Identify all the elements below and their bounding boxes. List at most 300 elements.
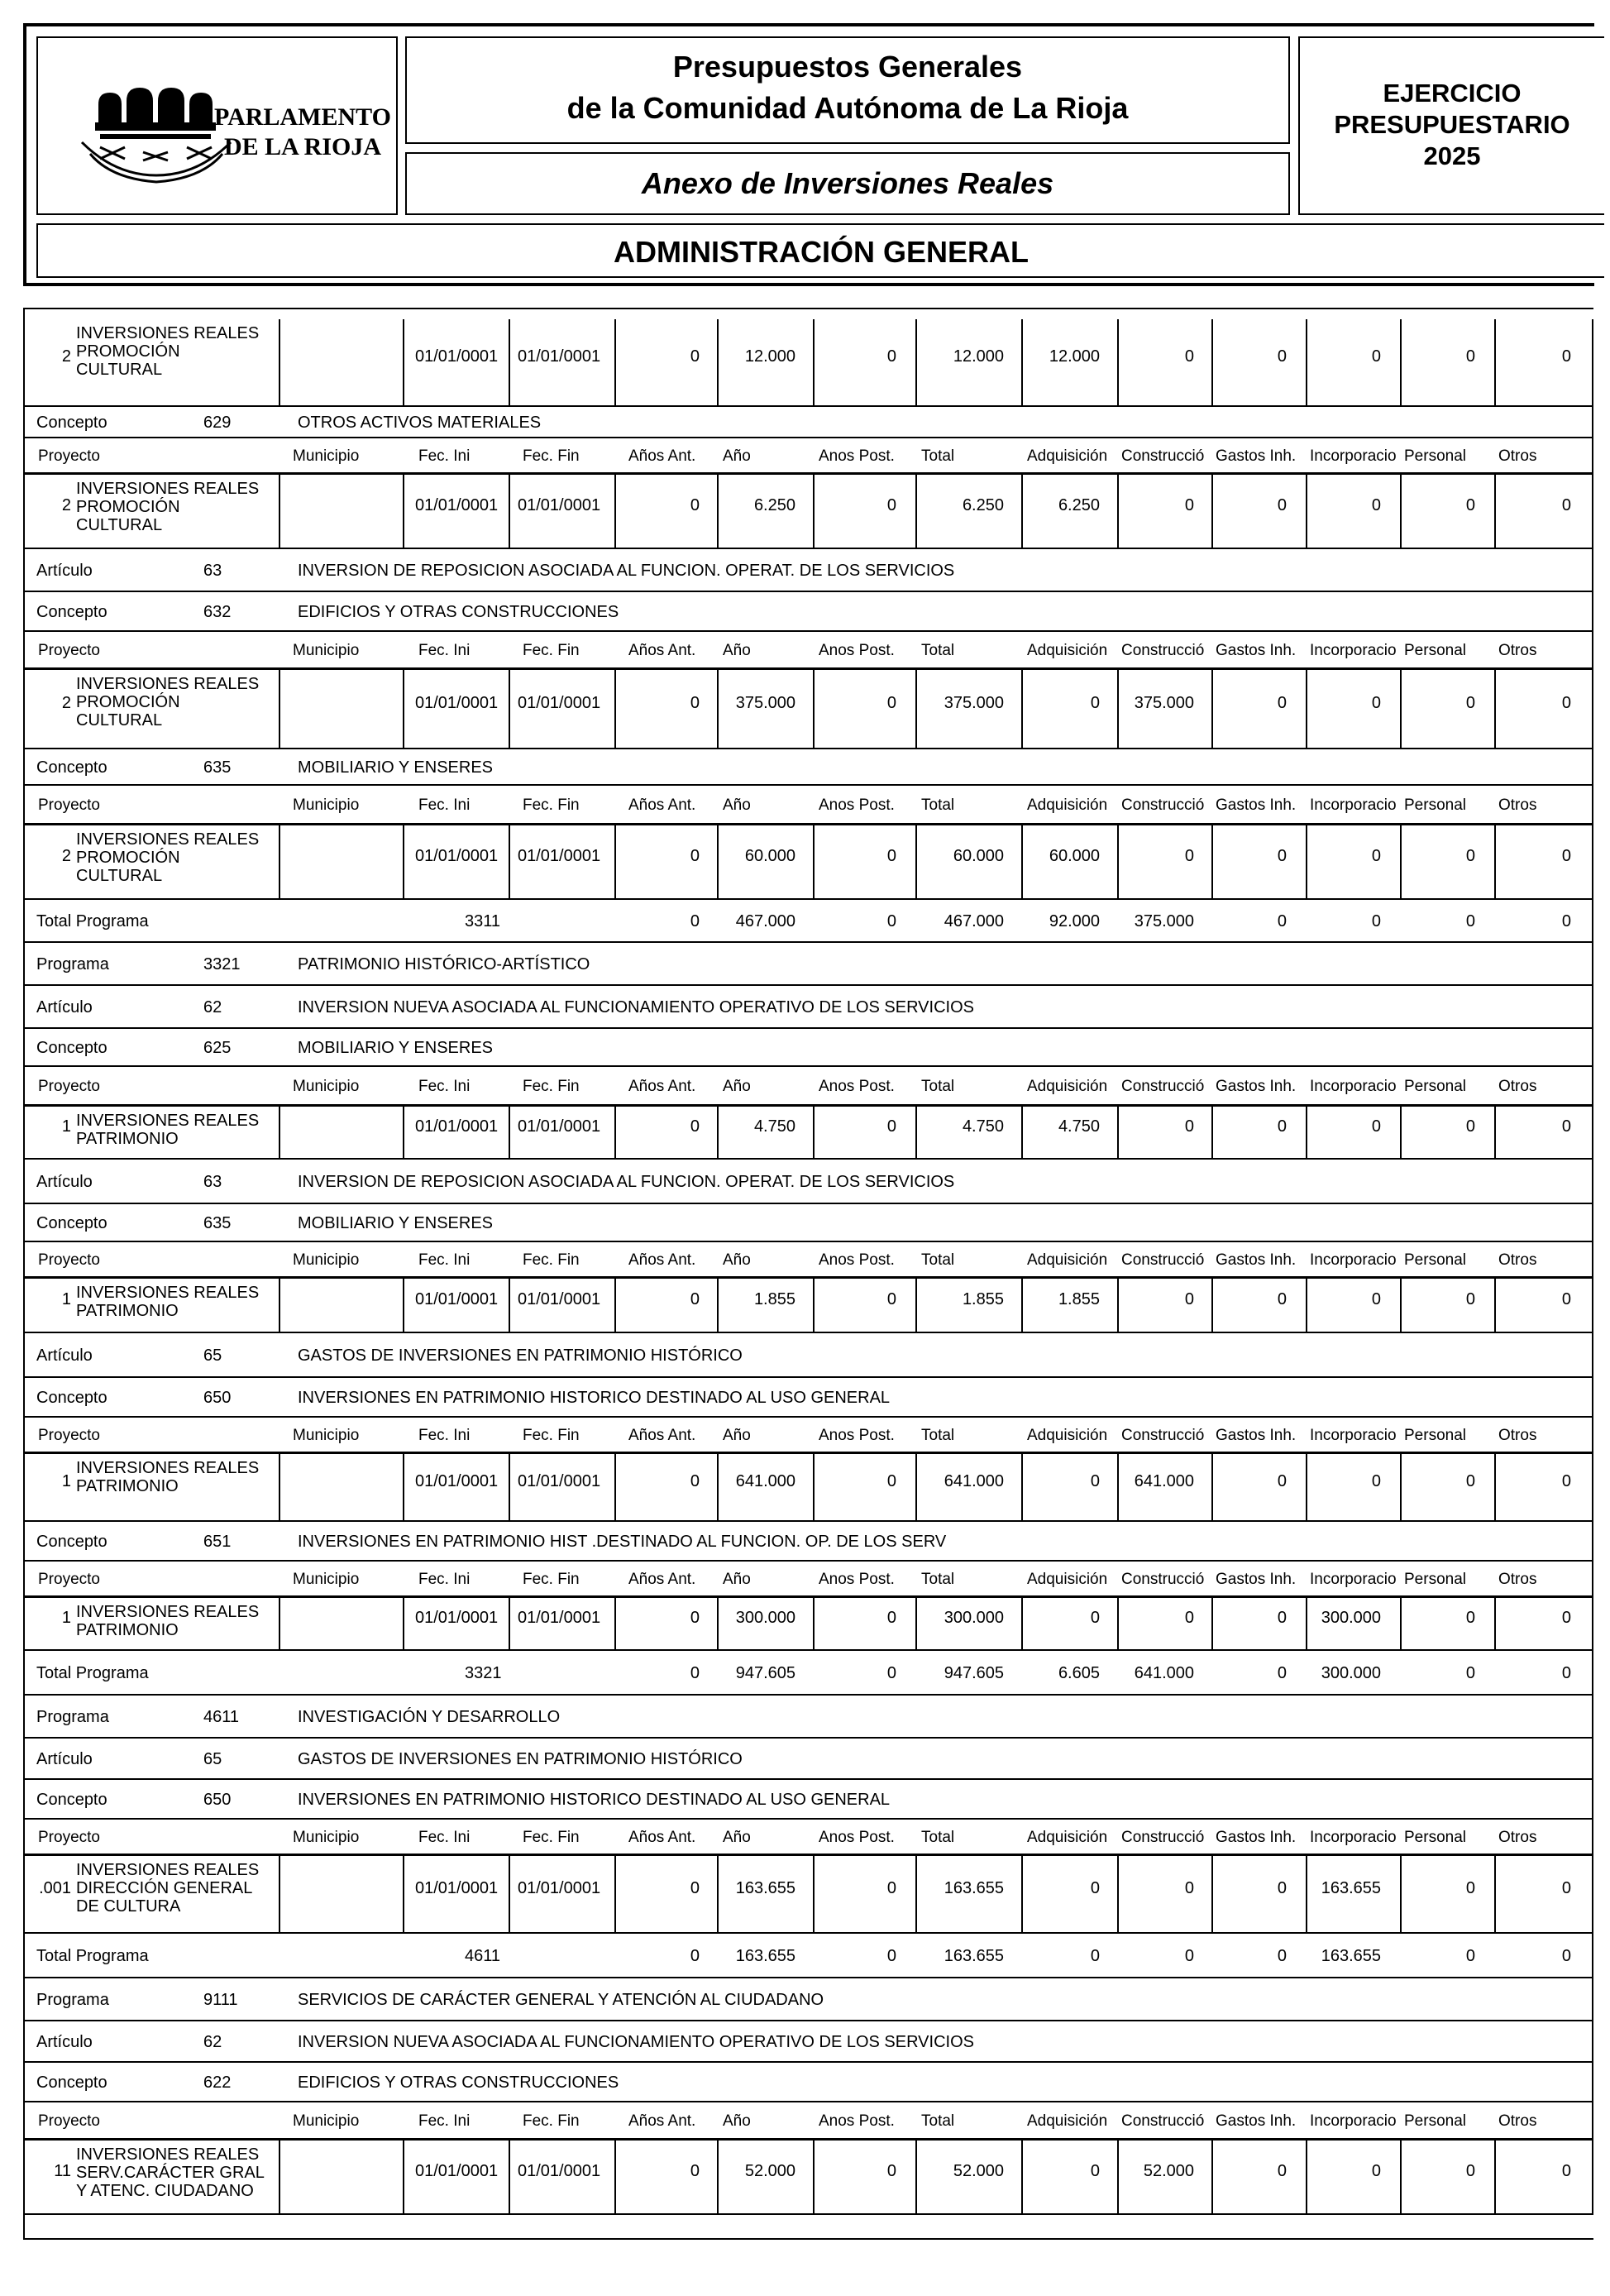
value-cell: 0 <box>1465 2162 1475 2180</box>
column-header: Gastos Inh. <box>1216 1571 1297 1588</box>
concepto-label: Concepto <box>36 1039 107 1057</box>
value-cell: 0 <box>1277 1290 1287 1308</box>
column-header: Años Ant. <box>628 796 696 814</box>
concepto-label: Concepto <box>36 1389 107 1407</box>
start-date: 01/01/0001 <box>415 1117 499 1136</box>
value-cell: 0 <box>1277 347 1287 366</box>
start-date: 01/01/0001 <box>415 1290 499 1308</box>
column-header: Anos Post. <box>819 1251 895 1269</box>
value-cell: 0 <box>1277 1947 1287 1965</box>
concepto-name: OTROS ACTIVOS MATERIALES <box>298 414 542 432</box>
column-header: Otros <box>1498 1251 1537 1269</box>
value-cell: 0 <box>1184 347 1194 366</box>
value-cell: 12.000 <box>744 347 795 366</box>
column-header: Gastos Inh. <box>1216 796 1297 814</box>
table-row-project <box>25 825 1593 900</box>
column-header: Construcció <box>1121 1427 1205 1444</box>
end-date: 01/01/0001 <box>518 1472 601 1490</box>
table-row-articulo <box>25 1739 1593 1780</box>
concepto-label: Concepto <box>36 414 107 432</box>
column-header: Fec. Ini <box>418 2112 471 2130</box>
value-cell: 60.000 <box>744 847 795 865</box>
column-header: Adquisición <box>1027 796 1108 814</box>
value-cell: 0 <box>886 847 896 865</box>
articulo-name: GASTOS DE INVERSIONES EN PATRIMONIO HISTÓRICO <box>298 1750 743 1768</box>
concepto-name: INVERSIONES EN PATRIMONIO HISTORICO DESTINADO AL USO GENERAL <box>298 1389 891 1407</box>
column-header: Proyecto <box>38 642 100 659</box>
programa-code: 9111 <box>203 1991 238 2009</box>
articulo-label: Artículo <box>36 1750 93 1768</box>
column-header: Otros <box>1498 642 1537 659</box>
value-cell: 4.750 <box>753 1117 795 1136</box>
table-row-header <box>25 1820 1593 1856</box>
column-header: Personal <box>1404 642 1466 659</box>
value-cell: 375.000 <box>944 694 1004 712</box>
project-number: 1 <box>61 1290 71 1308</box>
column-header: Municipio <box>293 1078 360 1095</box>
value-cell: 0 <box>1465 496 1475 514</box>
end-date: 01/01/0001 <box>518 347 601 366</box>
cell-divider <box>509 319 510 407</box>
value-cell: 60.000 <box>953 847 1004 865</box>
value-cell: 0 <box>1371 847 1381 865</box>
value-cell: 0 <box>1371 1290 1381 1308</box>
column-header: Total <box>921 1251 955 1269</box>
cell-divider <box>509 1856 510 1934</box>
value-cell: 0 <box>886 1472 896 1490</box>
concepto-name: MOBILIARIO Y ENSERES <box>298 1039 494 1057</box>
value-cell: 0 <box>1561 694 1571 712</box>
start-date: 01/01/0001 <box>415 847 499 865</box>
column-header: Adquisición <box>1027 447 1108 465</box>
document-subtitle: Anexo de Inversiones Reales <box>405 152 1290 215</box>
cell-divider <box>403 475 404 549</box>
total-programa-code: 3321 <box>465 1664 502 1682</box>
value-cell: 163.655 <box>944 1879 1004 1897</box>
value-cell: 0 <box>690 847 700 865</box>
value-cell: 0 <box>1090 1947 1100 1965</box>
value-cell: 0 <box>690 912 700 930</box>
end-date: 01/01/0001 <box>518 1609 601 1627</box>
column-header: Fec. Ini <box>418 1078 471 1095</box>
table-row-header <box>25 786 1593 825</box>
articulo-code: 63 <box>203 1173 222 1191</box>
value-cell: 6.250 <box>1058 496 1100 514</box>
column-header: Personal <box>1404 447 1466 465</box>
column-header: Fec. Fin <box>523 1571 580 1588</box>
value-cell: 0 <box>1184 496 1194 514</box>
value-cell: 0 <box>1371 496 1381 514</box>
column-header: Año <box>723 796 751 814</box>
value-cell: 0 <box>1277 1879 1287 1897</box>
value-cell: 641.000 <box>944 1472 1004 1490</box>
column-header: Proyecto <box>38 2112 100 2130</box>
value-cell: 0 <box>1090 1879 1100 1897</box>
table-row-header <box>25 1242 1593 1279</box>
concepto-label: Concepto <box>36 1791 107 1809</box>
start-date: 01/01/0001 <box>415 1609 499 1627</box>
table-row-header <box>25 1418 1593 1454</box>
value-cell: 0 <box>1465 694 1475 712</box>
concepto-code: 622 <box>203 2074 232 2092</box>
column-header: Construcció <box>1121 1251 1205 1269</box>
value-cell: 6.250 <box>962 496 1004 514</box>
concepto-label: Concepto <box>36 1214 107 1232</box>
column-header: Municipio <box>293 1251 360 1269</box>
value-cell: 0 <box>1561 496 1571 514</box>
table-row-header <box>25 2102 1593 2141</box>
value-cell: 0 <box>690 694 700 712</box>
fiscal-year-box <box>1298 36 1604 215</box>
table-row-concepto <box>25 1029 1593 1067</box>
programa-name: PATRIMONIO HISTÓRICO-ARTÍSTICO <box>298 955 590 973</box>
column-header: Incorporacio <box>1310 447 1397 465</box>
value-cell: 0 <box>1371 1472 1381 1490</box>
column-header: Anos Post. <box>819 447 895 465</box>
column-header: Incorporacio <box>1310 796 1397 814</box>
column-header: Adquisición <box>1027 642 1108 659</box>
concepto-name: MOBILIARIO Y ENSERES <box>298 1214 494 1232</box>
column-header: Anos Post. <box>819 796 895 814</box>
table-row-total <box>25 1934 1593 1978</box>
column-header: Año <box>723 447 751 465</box>
cell-divider <box>403 1107 404 1160</box>
column-header: Personal <box>1404 2112 1466 2130</box>
column-header: Construcció <box>1121 1829 1205 1846</box>
value-cell: 6.605 <box>1058 1664 1100 1682</box>
column-header: Personal <box>1404 1571 1466 1588</box>
articulo-label: Artículo <box>36 998 93 1016</box>
project-number: 2 <box>61 496 71 514</box>
column-header: Incorporacio <box>1310 2112 1397 2130</box>
column-header: Proyecto <box>38 1829 100 1846</box>
table-row-articulo <box>25 549 1593 592</box>
cell-divider <box>279 1856 280 1934</box>
column-header: Fec. Fin <box>523 796 580 814</box>
concepto-code: 650 <box>203 1389 232 1407</box>
column-header: Año <box>723 2112 751 2130</box>
total-programa-label: Total Programa <box>36 912 149 930</box>
table-row-header <box>25 1067 1593 1107</box>
total-programa-code: 4611 <box>465 1947 501 1965</box>
parliament-name-line2: DE LA RIOJA <box>223 133 382 160</box>
value-cell: 0 <box>1277 694 1287 712</box>
value-cell: 0 <box>690 1290 700 1308</box>
cell-divider <box>403 1856 404 1934</box>
value-cell: 0 <box>1277 1117 1287 1136</box>
table-row-concepto <box>25 407 1593 438</box>
table-row-concepto <box>25 1780 1593 1820</box>
value-cell: 92.000 <box>1049 912 1100 930</box>
table-row-programa <box>25 943 1593 986</box>
concepto-code: 632 <box>203 603 232 621</box>
year-line1: EJERCICIO <box>1383 79 1522 108</box>
cell-divider <box>279 2141 280 2215</box>
parliament-name-line1: PARLAMENTO <box>214 103 391 131</box>
table-row-concepto <box>25 1522 1593 1562</box>
value-cell: 163.655 <box>1321 1879 1381 1897</box>
cell-divider <box>509 670 510 749</box>
articulo-label: Artículo <box>36 1173 93 1191</box>
column-header: Construcció <box>1121 642 1205 659</box>
table-row-header <box>25 1562 1593 1598</box>
value-cell: 163.655 <box>944 1947 1004 1965</box>
articulo-code: 62 <box>203 2033 222 2051</box>
value-cell: 0 <box>886 1117 896 1136</box>
table-row-project <box>25 1856 1593 1934</box>
column-header: Incorporacio <box>1310 1829 1397 1846</box>
value-cell: 641.000 <box>1134 1472 1194 1490</box>
cell-divider <box>403 319 404 407</box>
cell-divider <box>403 1279 404 1333</box>
column-header: Total <box>921 1427 955 1444</box>
programa-name: SERVICIOS DE CARÁCTER GENERAL Y ATENCIÓN AL CIUDADANO <box>298 1991 824 2009</box>
value-cell: 0 <box>886 347 896 366</box>
table-row-header <box>25 632 1593 670</box>
column-header: Otros <box>1498 796 1537 814</box>
document-title <box>405 36 1290 144</box>
total-programa-label: Total Programa <box>36 1664 149 1682</box>
column-header: Adquisición <box>1027 1251 1108 1269</box>
title-line1: Presupuestos Generales <box>672 50 1023 84</box>
value-cell: 0 <box>886 1609 896 1627</box>
column-header: Fec. Fin <box>523 2112 580 2130</box>
investments-table <box>23 308 1593 2240</box>
value-cell: 52.000 <box>744 2162 795 2180</box>
concepto-label: Concepto <box>36 2074 107 2092</box>
table-row-articulo <box>25 1333 1593 1378</box>
concepto-code: 651 <box>203 1533 232 1551</box>
value-cell: 1.855 <box>962 1290 1004 1308</box>
start-date: 01/01/0001 <box>415 1879 499 1897</box>
column-header: Incorporacio <box>1310 1251 1397 1269</box>
articulo-code: 65 <box>203 1347 222 1365</box>
cell-divider <box>509 1598 510 1651</box>
concepto-name: EDIFICIOS Y OTRAS CONSTRUCCIONES <box>298 603 619 621</box>
project-number: 1 <box>61 1117 71 1136</box>
value-cell: 0 <box>1561 1472 1571 1490</box>
project-description: INVERSIONES REALES PATRIMONIO <box>76 1112 260 1148</box>
articulo-label: Artículo <box>36 1347 93 1365</box>
value-cell: 0 <box>886 1664 896 1682</box>
table-row-articulo <box>25 1160 1593 1204</box>
column-header: Proyecto <box>38 1251 100 1269</box>
value-cell: 0 <box>1277 1664 1287 1682</box>
column-header: Fec. Ini <box>418 447 471 465</box>
column-header: Gastos Inh. <box>1216 642 1297 659</box>
concepto-code: 635 <box>203 1214 232 1232</box>
column-header: Fec. Fin <box>523 642 580 659</box>
column-header: Municipio <box>293 796 360 814</box>
column-header: Incorporacio <box>1310 642 1397 659</box>
concepto-code: 625 <box>203 1039 232 1057</box>
column-header: Adquisición <box>1027 1427 1108 1444</box>
column-header: Proyecto <box>38 447 100 465</box>
value-cell: 0 <box>1090 1472 1100 1490</box>
value-cell: 0 <box>1277 912 1287 930</box>
column-header: Construcció <box>1121 796 1205 814</box>
cell-divider <box>279 1279 280 1333</box>
cell-divider <box>279 825 280 900</box>
column-header: Adquisición <box>1027 1571 1108 1588</box>
project-number: 2 <box>61 347 71 366</box>
value-cell: 0 <box>690 2162 700 2180</box>
column-header: Gastos Inh. <box>1216 1078 1297 1095</box>
column-header: Adquisición <box>1027 2112 1108 2130</box>
value-cell: 163.655 <box>735 1947 795 1965</box>
column-header: Año <box>723 1571 751 1588</box>
value-cell: 0 <box>1184 1879 1194 1897</box>
value-cell: 300.000 <box>944 1609 1004 1627</box>
column-header: Años Ant. <box>628 1427 696 1444</box>
column-header: Personal <box>1404 1078 1466 1095</box>
concepto-name: INVERSIONES EN PATRIMONIO HIST .DESTINADO AL FUNCION. OP. DE LOS SERV <box>298 1533 947 1551</box>
cell-divider <box>403 670 404 749</box>
column-header: Gastos Inh. <box>1216 2112 1297 2130</box>
column-header: Adquisición <box>1027 1829 1108 1846</box>
value-cell: 0 <box>1561 1664 1571 1682</box>
project-number: 1 <box>61 1609 71 1627</box>
concepto-name: EDIFICIOS Y OTRAS CONSTRUCCIONES <box>298 2074 619 2092</box>
concepto-code: 650 <box>203 1791 232 1809</box>
column-header: Fec. Fin <box>523 1078 580 1095</box>
concepto-label: Concepto <box>36 603 107 621</box>
column-header: Anos Post. <box>819 1427 895 1444</box>
end-date: 01/01/0001 <box>518 496 601 514</box>
project-description: INVERSIONES REALES PROMOCIÓN CULTURAL <box>76 675 260 729</box>
value-cell: 1.855 <box>1058 1290 1100 1308</box>
articulo-name: INVERSION NUEVA ASOCIADA AL FUNCIONAMIENTO OPERATIVO DE LOS SERVICIOS <box>298 998 974 1016</box>
value-cell: 0 <box>690 1609 700 1627</box>
title-line2: de la Comunidad Autónoma de La Rioja <box>566 91 1129 125</box>
table-row-project <box>25 1279 1593 1333</box>
column-header: Año <box>723 1427 751 1444</box>
table-row-programa <box>25 1978 1593 2021</box>
table-row-concepto <box>25 1204 1593 1242</box>
value-cell: 0 <box>1184 847 1194 865</box>
value-cell: 163.655 <box>1321 1947 1381 1965</box>
value-cell: 0 <box>1561 347 1571 366</box>
value-cell: 0 <box>1465 1879 1475 1897</box>
start-date: 01/01/0001 <box>415 496 499 514</box>
value-cell: 12.000 <box>953 347 1004 366</box>
value-cell: 0 <box>1561 912 1571 930</box>
column-header: Construcció <box>1121 1571 1205 1588</box>
column-header: Otros <box>1498 1078 1537 1095</box>
column-header: Incorporacio <box>1310 1078 1397 1095</box>
value-cell: 4.750 <box>962 1117 1004 1136</box>
cell-divider <box>509 1107 510 1160</box>
column-header: Municipio <box>293 2112 360 2130</box>
column-header: Total <box>921 1571 955 1588</box>
articulo-code: 63 <box>203 562 222 580</box>
column-header: Proyecto <box>38 1427 100 1444</box>
column-header: Proyecto <box>38 1571 100 1588</box>
table-row-project <box>25 670 1593 749</box>
column-header: Otros <box>1498 447 1537 465</box>
value-cell: 0 <box>1184 1609 1194 1627</box>
concepto-code: 629 <box>203 414 232 432</box>
column-header: Gastos Inh. <box>1216 1251 1297 1269</box>
value-cell: 0 <box>1465 1664 1475 1682</box>
column-header: Personal <box>1404 1427 1466 1444</box>
column-header: Construcció <box>1121 2112 1205 2130</box>
column-header: Años Ant. <box>628 1571 696 1588</box>
column-header: Año <box>723 1078 751 1095</box>
value-cell: 0 <box>690 1879 700 1897</box>
cell-divider <box>403 2141 404 2215</box>
start-date: 01/01/0001 <box>415 1472 499 1490</box>
value-cell: 0 <box>690 1117 700 1136</box>
end-date: 01/01/0001 <box>518 1879 601 1897</box>
value-cell: 0 <box>1561 1947 1571 1965</box>
column-header: Años Ant. <box>628 1829 696 1846</box>
table-row-programa <box>25 1696 1593 1739</box>
value-cell: 60.000 <box>1049 847 1100 865</box>
column-header: Fec. Fin <box>523 1427 580 1444</box>
total-programa-code: 3311 <box>465 912 501 930</box>
value-cell: 0 <box>690 1472 700 1490</box>
value-cell: 0 <box>1371 2162 1381 2180</box>
programa-label: Programa <box>36 955 109 973</box>
value-cell: 0 <box>1561 1879 1571 1897</box>
value-cell: 0 <box>886 912 896 930</box>
concepto-code: 635 <box>203 758 232 777</box>
column-header: Año <box>723 1829 751 1846</box>
column-header: Años Ant. <box>628 1251 696 1269</box>
end-date: 01/01/0001 <box>518 847 601 865</box>
project-description: INVERSIONES REALES DIRECCIÓN GENERAL DE CULTURA <box>76 1861 260 1916</box>
cell-divider <box>403 1454 404 1522</box>
end-date: 01/01/0001 <box>518 694 601 712</box>
table-row-project <box>25 475 1593 549</box>
value-cell: 0 <box>1561 1290 1571 1308</box>
value-cell: 0 <box>886 496 896 514</box>
column-header: Años Ant. <box>628 1078 696 1095</box>
value-cell: 0 <box>1465 1609 1475 1627</box>
value-cell: 163.655 <box>735 1879 795 1897</box>
cell-divider <box>509 1454 510 1522</box>
value-cell: 641.000 <box>1134 1664 1194 1682</box>
column-header: Proyecto <box>38 796 100 814</box>
value-cell: 52.000 <box>953 2162 1004 2180</box>
articulo-name: GASTOS DE INVERSIONES EN PATRIMONIO HISTÓRICO <box>298 1347 743 1365</box>
table-row-total <box>25 1651 1593 1696</box>
value-cell: 0 <box>1277 2162 1287 2180</box>
column-header: Año <box>723 1251 751 1269</box>
programa-code: 3321 <box>203 955 241 973</box>
table-row-concepto <box>25 1378 1593 1418</box>
programa-name: INVESTIGACIÓN Y DESARROLLO <box>298 1708 561 1726</box>
column-header: Municipio <box>293 447 360 465</box>
value-cell: 0 <box>1090 1609 1100 1627</box>
cell-divider <box>279 1454 280 1522</box>
table-row-project <box>25 1598 1593 1651</box>
total-programa-label: Total Programa <box>36 1947 149 1965</box>
column-header: Anos Post. <box>819 642 895 659</box>
value-cell: 641.000 <box>735 1472 795 1490</box>
concepto-label: Concepto <box>36 1533 107 1551</box>
table-row-project <box>25 1107 1593 1160</box>
value-cell: 0 <box>690 496 700 514</box>
project-description: INVERSIONES REALES PROMOCIÓN CULTURAL <box>76 830 260 885</box>
value-cell: 0 <box>1184 1290 1194 1308</box>
value-cell: 0 <box>1465 912 1475 930</box>
value-cell: 0 <box>1561 1117 1571 1136</box>
table-row-concepto <box>25 592 1593 632</box>
table-row-concepto <box>25 749 1593 786</box>
table-row-concepto <box>25 2063 1593 2102</box>
